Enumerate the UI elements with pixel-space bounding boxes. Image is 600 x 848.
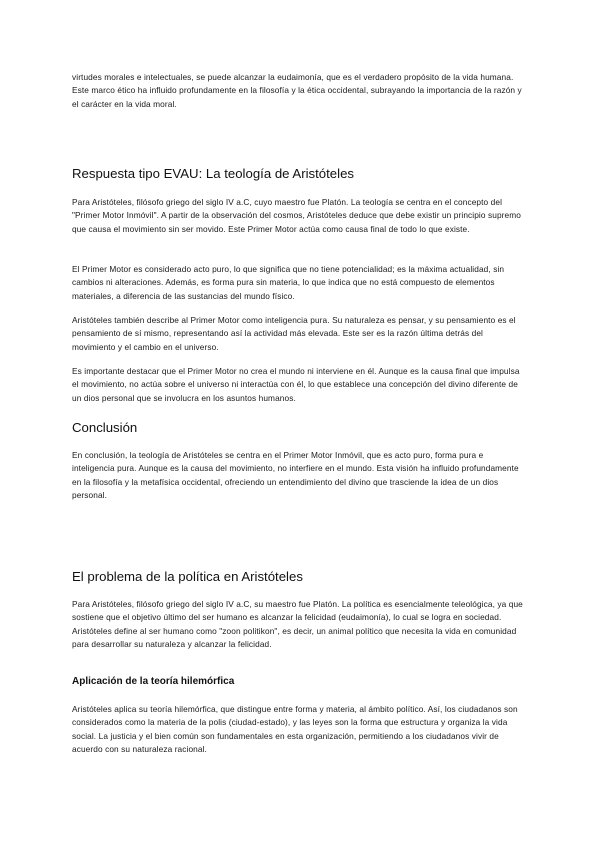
teologia-paragraph-1: Para Aristóteles, filósofo griego del siglo IV a.C, cuyo maestro fue Platón. La teología se centra en el concepto del "Primer Motor Inmóvil". A partir de la observación del cosmos, Aristóteles deduce que debe existir un principio supremo que causa el movimiento sin ser movido. Este Primer Motor actúa como causa final de todo lo que existe.	[72, 197, 521, 234]
politica-heading: El problema de la política en Aristóteles	[72, 569, 303, 584]
intro-paragraph: virtudes morales e intelectuales, se puede alcanzar la eudaimonía, que es el verdadero propósito de la vida humana. Este marco ético ha influido profundamente en la filosofía y la ética occidental, subrayando la importancia de la razón y el carácter en la vida moral.	[72, 72, 522, 109]
teologia-paragraph-3: Aristóteles también describe al Primer Motor como inteligencia pura. Su naturaleza es pensar, y su pensamiento es el pensamiento de sí mismo, representando así la actividad más elevada. Este ser es la razón última detrás del movimiento y el cambio en el universo.	[72, 315, 516, 352]
conclusion-paragraph: En conclusión, la teología de Aristóteles se centra en el Primer Motor Inmóvil, que es acto puro, forma pura e inteligencia pura. Aunque es la causa del movimiento, no interfiere en el mundo. Esta visión ha influido profundamente en la filosofía y la metafísica occidental, ofreciendo un entendimiento del divino que trasciende la idea de un dios personal.	[72, 450, 519, 501]
conclusion-heading: Conclusión	[72, 420, 138, 435]
politica-paragraph: Para Aristóteles, filósofo griego del siglo IV a.C, su maestro fue Platón. La política es esencialmente teleológica, ya que sostiene que el objetivo último del ser humano es alcanzar la felicidad (eudaimonía), lo cual se logra en sociedad. Aristóteles define al ser humano como "zoon politikon", es decir, un animal político que necesita la vida en comunidad para desarrollar su naturaleza y alcanzar la felicidad.	[72, 599, 523, 650]
teologia-heading: Respuesta tipo EVAU: La teología de Aristóteles	[72, 166, 354, 181]
teologia-paragraph-4: Es importante destacar que el Primer Motor no crea el mundo ni interviene en él. Aunque es la causa final que impulsa el movimiento, no actúa sobre el universo ni interactúa con él, lo que establece una concepción del divino diferente de un dios personal que se involucra en los asuntos humanos.	[72, 366, 520, 403]
hilemorfica-paragraph: Aristóteles aplica su teoría hilemórfica, que distingue entre forma y materia, al ámbito político. Así, los ciudadanos son considerados como la materia de la polis (ciudad-estado), y las leyes son la forma que estructura y organiza la vida social. La justicia y el bien común son fundamentales en esta organización, permitiendo a los ciudadanos vivir de acuerdo con su naturaleza racional.	[72, 704, 518, 755]
hilemorfica-subheading: Aplicación de la teoría hilemórfica	[72, 676, 235, 687]
teologia-paragraph-2: El Primer Motor es considerado acto puro, lo que significa que no tiene potencialidad; es la máxima actualidad, sin cambios ni alteraciones. Además, es forma pura sin materia, lo que indica que no está compuesto de elementos materiales, a diferencia de las sustancias del mundo físico.	[72, 264, 505, 301]
